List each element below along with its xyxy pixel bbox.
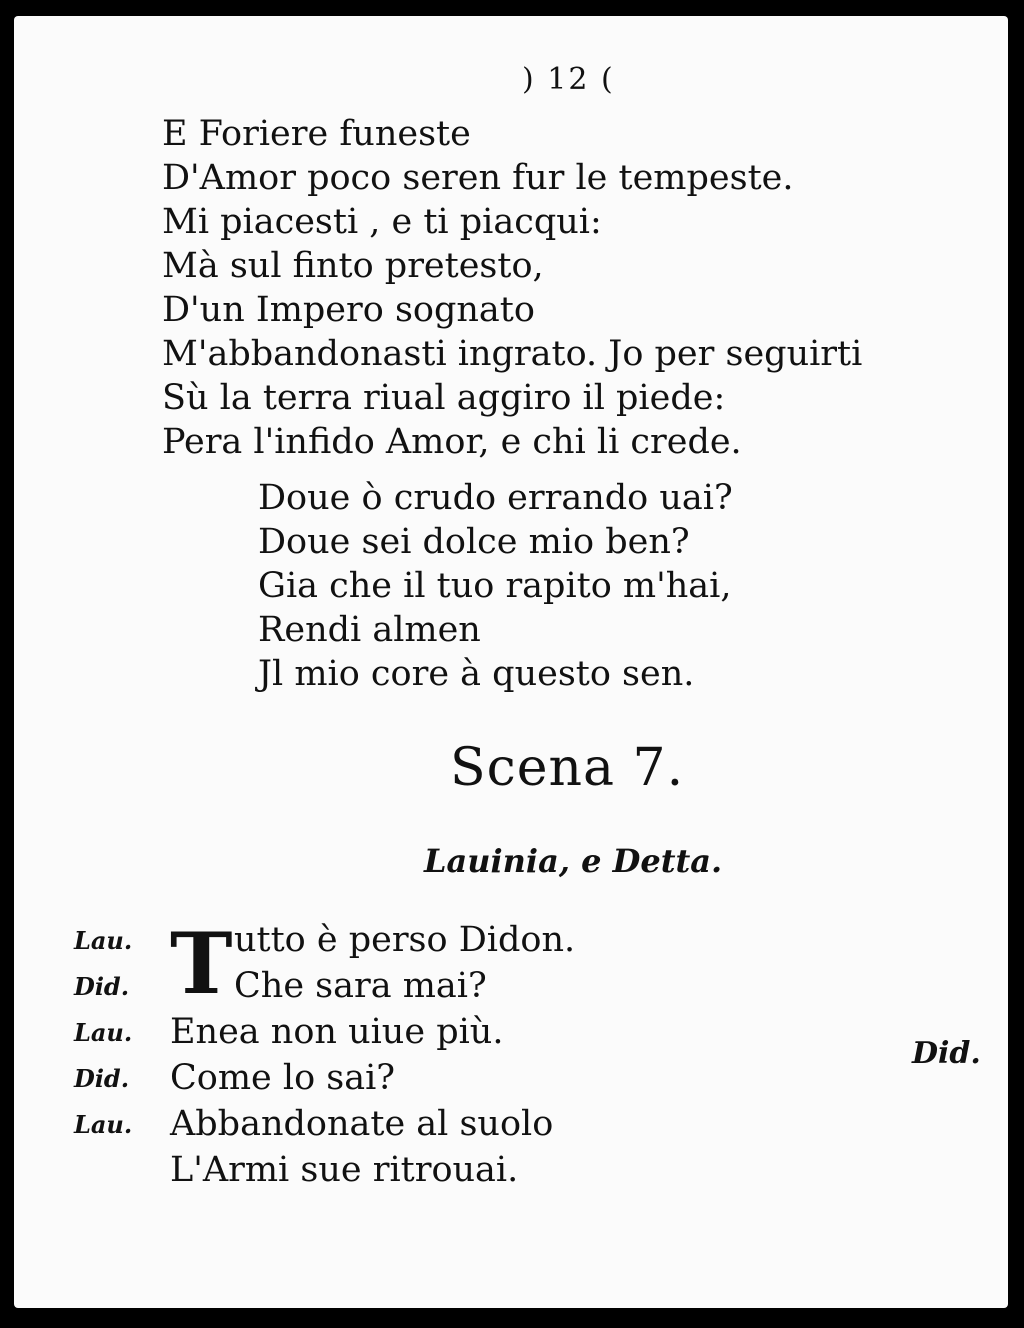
verse-line: D'Amor poco seren fur le tempeste. [162,158,794,198]
dialogue-row [74,1102,674,1148]
dialogue-row [74,964,674,1010]
verse-line: Mà sul finto pretesto, [162,246,544,286]
dialogue-line: Come lo sai? [170,1058,396,1098]
dialogue-line: Enea non uiue più. [170,1012,504,1052]
dialogue-line: L'Armi sue ritrouai. [170,1150,519,1190]
verse-line: Jl mio core à questo sen. [258,654,695,694]
speaker-label: Lau. [74,926,133,955]
speaker-label: Lau. [74,1110,133,1139]
drop-cap: T [170,914,233,1013]
dialogue-line: Che sara mai? [234,966,487,1006]
dialogue-block [74,914,674,1194]
dialogue-row [74,918,674,964]
verse-line: Gia che il tuo rapito m'hai, [258,566,732,606]
speaker-label: Did. [74,972,130,1001]
verse-block-2 [258,476,733,696]
dialogue-row [74,1056,674,1102]
verse-line: Rendi almen [258,610,481,650]
verse-line: Doue ò crudo errando uai? [258,478,733,518]
speaker-label: Lau. [74,1018,133,1047]
verse-line: M'abbandonasti ingrato. Jo per seguirti [162,334,863,374]
dialogue-line: utto è perso Didon. [234,920,576,960]
page-number: ) 12 ( [522,62,615,97]
dialogue-row [74,1148,674,1194]
verse-line: Doue sei dolce mio ben? [258,522,690,562]
dialogue-row [74,1010,674,1056]
verse-block-1 [162,112,862,464]
verse-line: E Foriere funeste [162,114,471,154]
verse-line: Sù la terra riual aggiro il piede: [162,378,726,418]
book-page [14,16,1008,1308]
scene-characters: Lauinia, e Detta. [424,842,723,880]
verse-line: Mi piacesti , e ti piacqui: [162,202,602,242]
dialogue-line: Abbandonate al suolo [170,1104,554,1144]
speaker-label: Did. [74,1064,130,1093]
verse-line: D'un Impero sognato [162,290,535,330]
verse-line: Pera l'infido Amor, e chi li crede. [162,422,742,462]
scene-heading: Scena 7. [450,738,685,798]
catchword: Did. [912,1036,981,1071]
